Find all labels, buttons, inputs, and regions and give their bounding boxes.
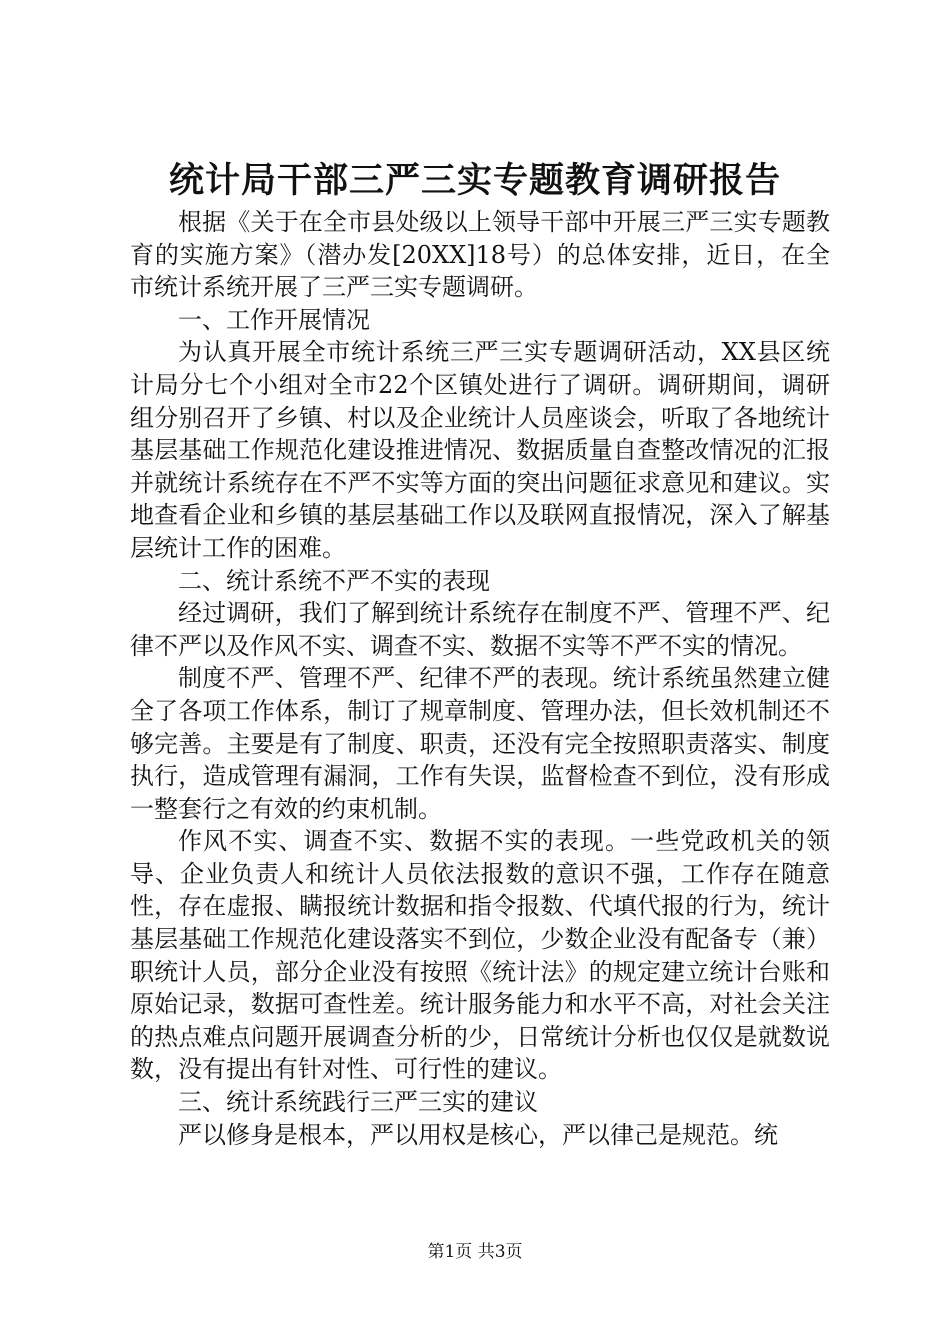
page-number-footer: 第1页 共3页 <box>427 1242 523 1262</box>
paragraph-system-issues: 制度不严、管理不严、纪律不严的表现。统计系统虽然建立健全了各项工作体系，制订了规章制度、管理办法，但长效机制还不够完善。主要是有了制度、职责，还没有完全按照职责落实、制度执行，造成管理有漏洞，工作有失误，监督检查不到位，没有形成一整套行之有效的约束机制。 <box>130 664 830 823</box>
document-body <box>130 206 830 1151</box>
paragraph-work: 为认真开展全市统计系统三严三实专题调研活动，XX县区统计局分七个小组对全市22个区镇处进行了调研。调研期间，调研组分别召开了乡镇、村以及企业统计人员座谈会，听取了各地统计基层基础工作规范化建设推进情况、数据质量自查整改情况的汇报并就统计系统存在不严不实等方面的突出问题征求意见和建议。实地查看企业和乡镇的基层基础工作以及联网直报情况，深入了解基层统计工作的困难。 <box>130 338 830 562</box>
section-heading-3: 三、统计系统践行三严三实的建议 <box>178 1088 538 1117</box>
paragraph-style-issues: 作风不实、调查不实、数据不实的表现。一些党政机关的领导、企业负责人和统计人员依法报数的意识不强，工作存在随意性，存在虚报、瞒报统计数据和指令报数、代填代报的行为，统计基层基础工作规范化建设落实不到位，少数企业没有配备专（兼）职统计人员，部分企业没有按照《统计法》的规定建立统计台账和原始记录，数据可查性差。统计服务能力和水平不高，对社会关注的热点难点问题开展调查分析的少，日常统计分析也仅仅是就数说数，没有提出有针对性、可行性的建议。 <box>130 827 830 1084</box>
paragraph-suggestions: 严以修身是根本，严以用权是核心，严以律己是规范。统 <box>178 1120 778 1149</box>
paragraph-findings: 经过调研，我们了解到统计系统存在制度不严、管理不严、纪律不严以及作风不实、调查不实、数据不实等不严不实的情况。 <box>130 599 830 660</box>
paragraph-intro: 根据《关于在全市县处级以上领导干部中开展三严三实专题教育的实施方案》（潜办发[20XX]18号）的总体安排，近日，在全市统计系统开展了三严三实专题调研。 <box>130 208 830 302</box>
section-heading-2: 二、统计系统不严不实的表现 <box>178 566 490 595</box>
section-heading-1: 一、工作开展情况 <box>178 305 370 334</box>
document-title: 统计局干部三严三实专题教育调研报告 <box>168 160 781 201</box>
